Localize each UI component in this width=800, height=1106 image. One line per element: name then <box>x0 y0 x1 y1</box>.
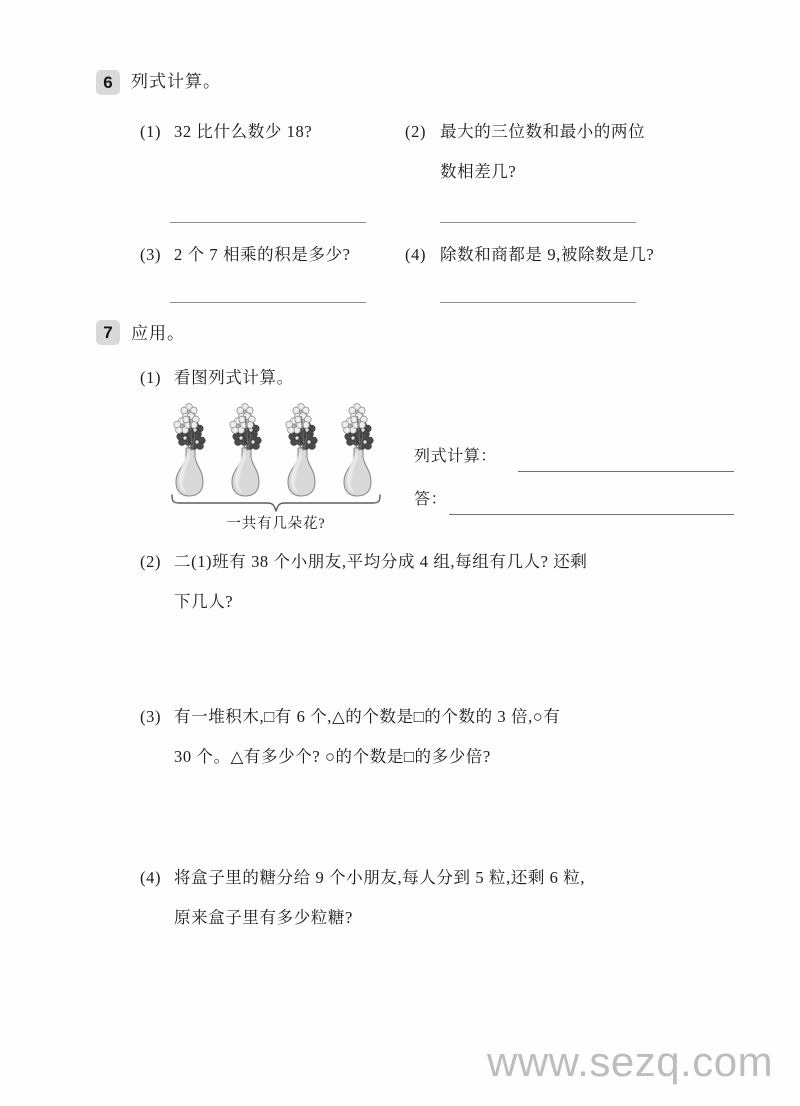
vase-with-flowers <box>224 402 270 498</box>
flower-vase-figure <box>168 402 384 534</box>
exercise-6-item-4-label: (4) <box>405 245 427 264</box>
flower-cluster <box>174 404 205 450</box>
answer-blank-answer[interactable] <box>449 514 734 515</box>
field-label-expression: 列式计算： <box>414 448 498 465</box>
exercise-number-badge-7: 7 <box>96 320 120 345</box>
answer-blank-6-2[interactable] <box>440 222 636 223</box>
site-watermark: www.sezq.com <box>487 1038 774 1085</box>
grouping-brace-icon <box>170 494 382 512</box>
exercise-7-item-1-text: 看图列式计算。 <box>174 368 294 387</box>
vase-with-flowers <box>168 402 214 498</box>
exercise-6-item-4-text: 除数和商都是 9,被除数是几? <box>440 245 655 264</box>
exercise-7-item-4-label: (4) <box>140 868 162 887</box>
exercise-7-item-1-label: (1) <box>140 368 162 387</box>
exercise-6-item-2-line2: 数相差几? <box>440 162 517 181</box>
exercise-title-7: 应用。 <box>131 324 185 343</box>
flower-cluster <box>286 404 317 450</box>
vase-shape <box>176 448 203 496</box>
answer-blank-6-4[interactable] <box>440 302 636 303</box>
vase-shape <box>232 448 259 496</box>
exercise-6-item-1-text: 32 比什么数少 18? <box>174 122 313 141</box>
exercise-7-item-3-line1: 有一堆积木,□有 6 个,△的个数是□的个数的 3 倍,○有 <box>174 707 561 726</box>
figure-caption: 一共有几朵花? <box>226 516 326 532</box>
exercise-6-item-3-text: 2 个 7 相乘的积是多少? <box>174 245 351 264</box>
exercise-6-item-3-label: (3) <box>140 245 162 264</box>
answer-blank-6-1[interactable] <box>170 222 366 223</box>
answer-blank-6-3[interactable] <box>170 302 366 303</box>
vase-shape <box>344 448 371 496</box>
exercise-7-item-3-line2: 30 个。△有多少个? ○的个数是□的多少倍? <box>174 747 491 766</box>
exercise-number-badge-6: 6 <box>96 70 120 95</box>
exercise-7-item-3-label: (3) <box>140 707 162 726</box>
exercise-7-item-2-line2: 下几人? <box>174 592 234 611</box>
exercise-6-item-2-label: (2) <box>405 122 427 141</box>
field-label-answer: 答： <box>414 491 448 508</box>
exercise-7-item-4-line2: 原来盒子里有多少粒糖? <box>174 908 353 927</box>
exercise-6-item-2-line1: 最大的三位数和最小的两位 <box>440 122 646 141</box>
vase-with-flowers <box>280 402 326 498</box>
vase-row <box>168 402 384 498</box>
vase-with-flowers <box>336 402 382 498</box>
exercise-7-item-2-label: (2) <box>140 552 162 571</box>
vase-shape <box>288 448 315 496</box>
flower-cluster <box>342 404 373 450</box>
exercise-6-item-1-label: (1) <box>140 122 162 141</box>
exercise-7-item-4-line1: 将盒子里的糖分给 9 个小朋友,每人分到 5 粒,还剩 6 粒, <box>174 868 586 887</box>
exercise-title-6: 列式计算。 <box>131 72 221 91</box>
exercise-7-item-2-line1: 二(1)班有 38 个小朋友,平均分成 4 组,每组有几人? 还剩 <box>174 552 588 571</box>
flower-cluster <box>230 404 261 450</box>
answer-blank-expression[interactable] <box>518 471 734 472</box>
